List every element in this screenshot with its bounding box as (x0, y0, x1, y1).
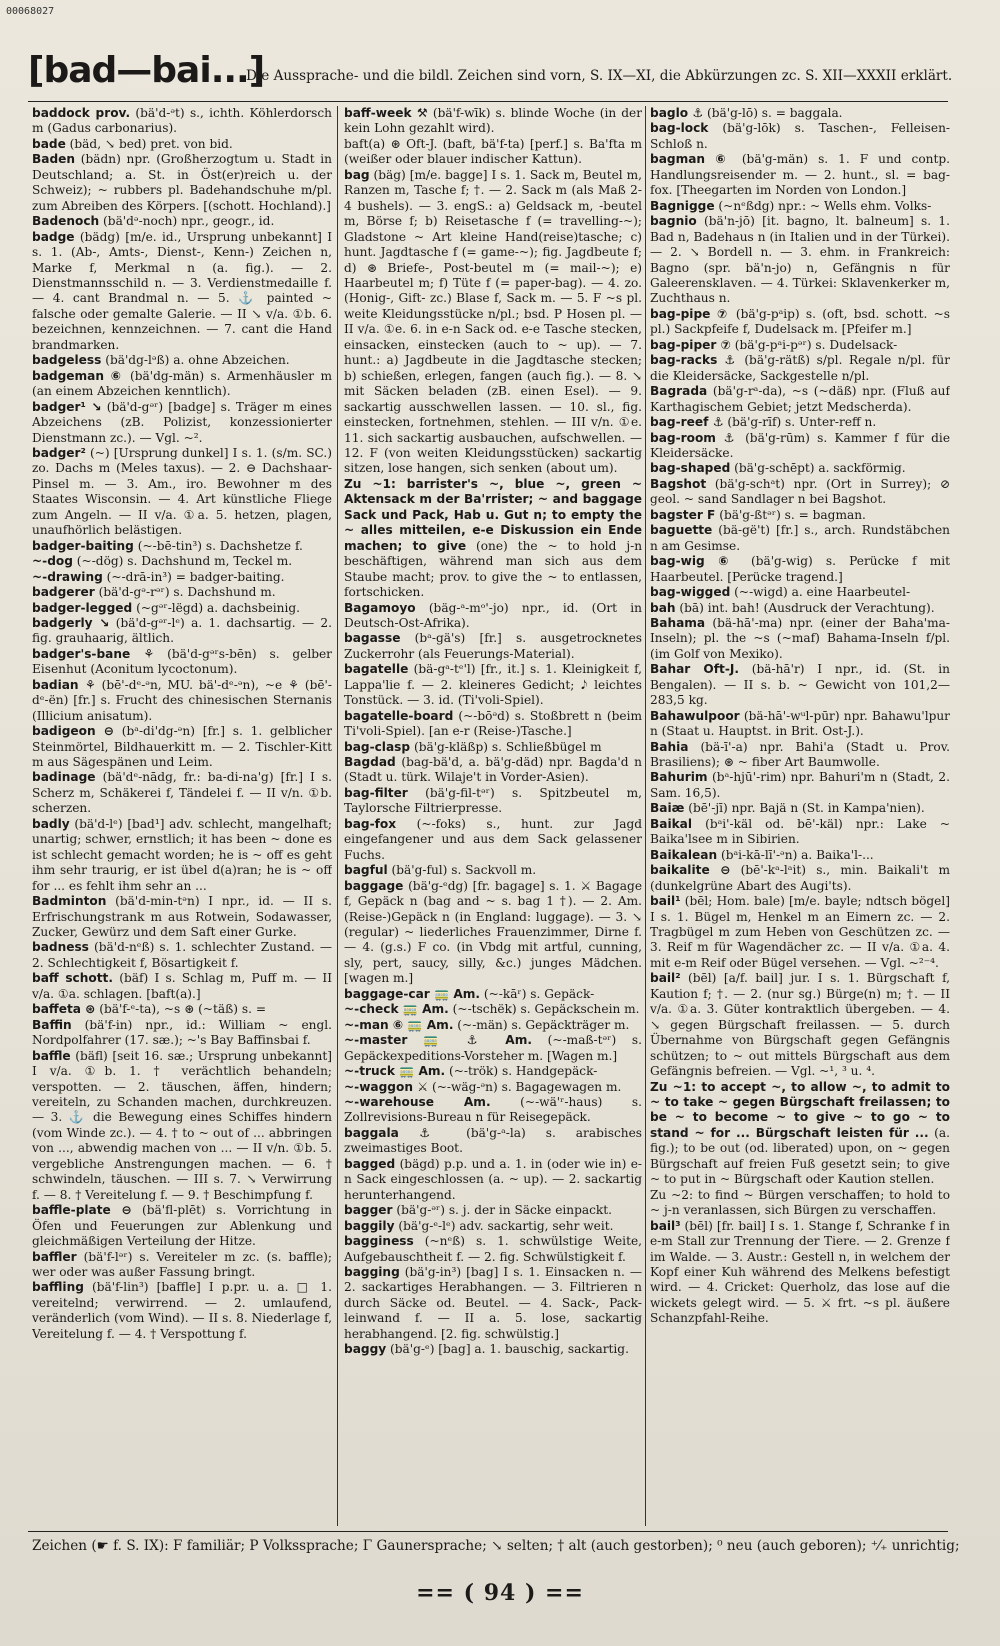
dictionary-entry: Bahia (bä-ī'-a) npr. Bahi'a (Stadt u. Prov. Brasiliens); ⊛ ~ fiber Art Baumwolle. (650, 739, 950, 770)
dictionary-entry: bagasse (bᵃ-gä's) [fr.] s. ausgetrocknetes Zuckerrohr (als Feuerungs-Material). (344, 631, 642, 661)
dictionary-entry: bag-shaped (bä'g-schēpt) a. sackförmig. (650, 461, 906, 476)
dictionary-entry: badian ⚘ (bē'-dᵉ-ᵊn, MU. bä'-dᵉ-ᵊn), ~e ⚘ (bē'-dᵉ-ën) [fr.] s. Frucht des chinesischen Sternanis (Illicium anisatum). (32, 677, 332, 723)
dictionary-entry: baffling (bä'f-lin³) [baffle] I p.pr. u. a. □ 1. vereitelnd; verwirrend. — 2. umlaufend, veränderlich (vom Wind). — II s. 8. Niederlage f, Vereitelung f. — 4. † Verspottung f. (32, 1280, 332, 1341)
dictionary-entry: Bagnigge (~nᵉßdg) npr.: ~ Wells ehm. Volks- (650, 198, 932, 213)
dictionary-entry: bagging (bä'g-in³) [bag] I s. 1. Einsacken n. — 2. sackartiges Herabhangen. — 3. Filtrieren n durch Säcke od. Beutel. — 4. Sack-, Pack-leinwand f. — II a. 5. lose, sackartig herabhangend. [2. fig. schwülstig.] (344, 1264, 642, 1341)
dictionary-entry: baggage (bä'g-ᵉdg) [fr. bagage] s. 1. ⚔ Bagage f, Gepäck n (bag and ~ s. bag 1 †). — 2. Am. (Reise-)Gepäck n (in England: luggage). — 3. ↘ (regular) ~ liederliches Frauenzimmer, Dirne f. — 4. (g.s.) F co. (in Vbdg mit artful, cunning, sly, pert, saucy, silly, &c.) junges Mädchen. [wagen m.] (344, 878, 642, 986)
column-1 (32, 106, 332, 1526)
dictionary-entry: baggala ⚓ (bä'g-ᵃ-la) s. arabisches zweimastiges Boot. (344, 1125, 642, 1156)
dictionary-entry: badly (bä'd-lᵉ) [bad¹] adv. schlecht, mangelhaft; unartig; schwer, ernstlich; it has been ~ done es ist schlecht gemacht worden; he is ~ off es geht ihm sehr traurig, er ist übel d(a)ran; he is ~ off for ... es fehlt ihm sehr an ... (32, 816, 332, 893)
dictionary-entry: baglo ⚓ (bä'g-lō) s. = baggala. (650, 106, 843, 120)
dictionary-entry: badger-baiting (~-bē-tin³) s. Dachshetze f. (32, 538, 303, 553)
dictionary-entry: Zu ~1: barrister's ~, blue ~, green ~ Aktensack m der Ba'rrister; ~ and baggage Sack und Pack, Hab u. Gut n; to empty the ~ alles mitteilen, e-e Diskussion ein Ende machen; to give (one) the ~ to hold j-n beschäftigen, während man sich aus dem Staube macht; prov. to give the ~ to entlassen, fortschicken. (344, 476, 642, 600)
dictionary-entry: badgeman ⑥ (bä'dg-män) s. Armenhäusler m (an einem Abzeichen kenntlich). (32, 368, 332, 399)
dictionary-entry: baffeta ⊛ (bä'f-ᵉ-ta), ~s ⊛ (~täß) s. = (32, 1002, 266, 1017)
dictionary-entry: badgerer (bä'd-gᵊ-rᵊʳ) s. Dachshund m. (32, 585, 276, 600)
page-header (28, 48, 953, 104)
dictionary-entry: Baiæ (bē'-jī) npr. Bajä n (St. in Kampa'nien). (650, 801, 925, 816)
dictionary-entry: bagman ⑥ (bä'g-män) s. 1. F und contp. Handlungsreisender m. — 2. hunt., sl. = bag-fox. [Theegarten im Norden von London.] (650, 152, 950, 198)
scan-code: 00068027 (6, 6, 55, 17)
footer-rule (28, 1531, 948, 1532)
dictionary-entry: Bahama (bä-hā'-ma) npr. (einer der Baha'ma-Inseln); pl. the ~s (~maf) Bahama-Inseln f/pl. (im Golf von Mexiko). (650, 615, 950, 661)
dictionary-entry: badgerly ↘ (bä'd-gᵊʳ-lᵉ) a. 1. dachsartig. — 2. fig. grauhaarig, ältlich. (32, 615, 332, 646)
dictionary-entry: ~-man ⑥ 🚃 Am. (~-män) s. Gepäckträger m. (344, 1017, 630, 1032)
column-3 (650, 106, 950, 1526)
dictionary-entry: badger² (~) [Ursprung dunkel] I s. 1. (s/m. SC.) zo. Dachs m (Meles taxus). — 2. ⊖ Dachshaar-Pinsel m. — 3. Am., iro. Bewohner m des Staates Wisconsin. — 4. Art künstliche Fliege zum Angeln. — II v/a. ①a. 5. hetzen, plagen, unaufhörlich belästigen. (32, 445, 332, 538)
dictionary-entry: baft(a) ⊛ Oft-J. (baft, bä'f-ta) [perf.] s. Ba'fta m (weißer oder blauer indischer Kattun). (344, 136, 642, 167)
dictionary-entry: bagginess (~nᵉß) s. 1. schwülstige Weite, Aufgebauschtheit f. — 2. fig. Schwülstigkeit f. (344, 1234, 642, 1264)
dictionary-entry: bade (bäd, ↘ bed) pret. von bid. (32, 136, 233, 151)
dictionary-entry: bag-room ⚓ (bä'g-rūm) s. Kammer f für die Kleidersäcke. (650, 430, 950, 460)
dictionary-entry: bagatelle (bä-gᵃ-tᵉ'l) [fr., it.] s. 1. Kleinigkeit f, Lappa'lie f. — 2. kleineres Gedicht; 𝅘𝅥𝅮 leichtes Tonstück. — 3. id. (Ti'voli-Spiel). (344, 662, 642, 708)
dictionary-entry: bag-reef ⚓ (bä'g-rīf) s. Unter-reff n. (650, 415, 877, 430)
dictionary-entry: Bagrada (bä'g-rᵃ-da), ~s (~däß) npr. (Fluß auf Karthagischem Gebiet; jetzt Medscherda). (650, 384, 950, 414)
dictionary-entry: bail² (bēl) [a/f. bail] jur. I s. 1. Bürgschaft f, Kaution f; †. — 2. (nur sg.) Bürge(n) m; †. — II v/a. ①a. 3. Güter kontraktlich übergeben. — 4. ↘ gegen Bürgschaft freilassen. — 5. durch Übernahme von Bürgschaft gegen Gefängnis schützen; to ~ out mittels Bürgschaft aus dem Gefängnis befreien. — Vgl. ~¹, ³ u. ⁴. (650, 971, 950, 1079)
running-headword: [bad—bai...] (28, 50, 265, 91)
dictionary-entry: ~-master 🚃 ⚓ Am. (~-maß-tᵊʳ) s. Gepäckexpeditions-Vorsteher m. [Wagen m.] (344, 1033, 642, 1063)
dictionary-entry: bail³ (bēl) [fr. bail] I s. 1. Stange f, Schranke f in e-m Stall zur Trennung der Tiere. — 2. Grenze f im Walde. — 3. Austr.: Gestell n, in welchem der Kopf einer Kuh während des Melkens befestigt wird. — 4. Cricket: Querholz, das lose auf die wickets gelegt wird. — 5. ⚔ frt. ~s pl. äußere Schanzpfahl-Reihe. (650, 1218, 950, 1326)
dictionary-entry: badgeless (bä'dg-lᵊß) a. ohne Abzeichen. (32, 353, 290, 368)
column-divider (645, 106, 646, 1526)
dictionary-entry: baff-week ⚒ (bä'f-wīk) s. blinde Woche (in der kein Lohn gezahlt wird). (344, 106, 642, 136)
dictionary-entry: baggy (bä'g-ᵉ) [bag] a. 1. bauschig, sackartig. (344, 1342, 629, 1357)
dictionary-entry: badger¹ ↘ (bä'd-gᵊʳ) [badge] s. Träger m eines Abzeichens (zB. Polizist, konzessionierter Dienstmann zc.). — Vgl. ~². (32, 399, 332, 445)
dictionary-entry: baffler (bä'f-lᵊʳ) s. Vereiteler m zc. (s. baffle); wer oder was außer Fassung bringt. (32, 1249, 332, 1279)
dictionary-entry: Baikalean (bᵃi-kā-lī'-ᵊn) a. Baika'l-... (650, 847, 874, 862)
dictionary-entry: bagger (bä'g-ᵊʳ) s. j. der in Säcke einpackt. (344, 1203, 612, 1218)
dictionary-entry: baffle (bäfl) [seit 16. sæ.; Ursprung unbekannt] I v/a. ①b. 1. † verächtlich behandeln; verspotten. — 2. täuschen, äffen, hindern; vereiteln, zu Schanden machen, durchkreuzen. — 3. ⚓ die Bewegung eines Schiffes hindern (vom Winde zc.). — 4. † to ~ out of ... abbringen von ..., abwendig machen von ... — II v/n. ①b. 5. vergebliche Anstrengungen machen. — 6. † schwindeln, täuschen. — III s. 7. ↘ Verwirrung f. — 8. † Vereitelung f. — 9. † Beschimpfung f. (32, 1048, 332, 1202)
dictionary-entry: badger's-bane ⚘ (bä'd-gᵊʳs-bēn) s. gelber Eisenhut (Aconitum lycoctonum). (32, 646, 332, 677)
dictionary-entry: badge (bädg) [m/e. id., Ursprung unbekannt] I s. 1. (Ab-, Amts-, Dienst-, Kenn-) Zeichen n, Marke f, Merkmal n (a. fig.). — 2. Dienstmannsschild n. — 3. Verdienstmedaille f. — 4. cant Brandmal n. — 5. ⚓ painted ~ falsche oder gemalte Galerie. — II ↘ v/a. ①b. 6. bezeichnen, kennzeichnen. — 7. cant die Hand brandmarken. (32, 229, 332, 352)
dictionary-entry: ~-truck 🚃 Am. (~-trök) s. Handgepäck- (344, 1064, 598, 1079)
header-rule (28, 101, 948, 102)
dictionary-entry: bagful (bä'g-ful) s. Sackvoll m. (344, 863, 537, 878)
dictionary-entry: badinage (bä'dᵉ-nādg, fr.: ba-di-na'g) [fr.] I s. Scherz m, Schäkerei f, Tändelei f. — II v/n. ①b. scherzen. (32, 770, 332, 816)
dictionary-entry: Badenoch (bä'dᵊ-noch) npr., geogr., id. (32, 214, 275, 229)
footer-legend: Zeichen (☛ f. S. IX): F familiär; P Volkssprache; Γ Gaunersprache; ↘ selten; † alt (auch gestorben); ⁰ neu (auch geboren); ⁺⁄₊ unrichtig; (32, 1538, 960, 1554)
dictionary-entry: bag-fox (~-foks) s., hunt. zur Jagd eingefangener und aus dem Sack gelassener Fuchs. (344, 816, 642, 862)
column-divider (337, 106, 338, 1526)
dictionary-entry: badness (bä'd-nᵉß) s. 1. schlechter Zustand. — 2. Schlechtigkeit f, Bösartigkeit f. (32, 940, 332, 970)
dictionary-entry: baff schott. (bäf) I s. Schlag m, Puff m. — II v/a. ①a. schlagen. [baft(a).] (32, 971, 332, 1001)
dictionary-entry: bag-clasp (bä'g-kläßp) s. Schließbügel m (344, 739, 602, 754)
header-note: Die Aussprache- und die bildl. Zeichen sind vorn, S. IX—XI, die Abkürzungen zc. S. XII—XXXII erklärt. (246, 68, 953, 84)
page-number: == ( 94 ) == (416, 1580, 584, 1606)
dictionary-entry: badger-legged (~gᵊʳ-lëgd) a. dachsbeinig. (32, 600, 300, 615)
dictionary-entry: bag-racks ⚓ (bä'g-rätß) s/pl. Regale n/pl. für die Kleidersäcke, Sackgestelle n/pl. (650, 353, 950, 383)
dictionary-entry: bagged (bägd) p.p. und a. 1. in (oder wie in) e-n Sack eingeschlossen (a. ~ up). — 2. sackartig herunterhangend. (344, 1156, 642, 1202)
dictionary-entry: ~-warehouse Am. (~-wä'ʳ-haus) s. Zollrevisions-Bureau n für Reisegepäck. (344, 1095, 642, 1125)
dictionary-entry: baikalite ⊖ (bē'-kᵃ-lᵃit) s., min. Baikali't m (dunkelgrüne Abart des Augi'ts). (650, 863, 950, 893)
dictionary-entry: Baden (bädn) npr. (Großherzogtum u. Stadt in Deutschland; a. St. in Öst(er)reich u. der Schweiz); ~ rubbers pl. Badehandschuhe m/pl. zum Abreiben des Körpers. [(schott. Hochland).] (32, 152, 332, 213)
column-2 (344, 106, 642, 1526)
dictionary-entry: bag-wig ⑥ (bä'g-wig) s. Perücke f mit Haarbeutel. [Perücke tragend.] (650, 554, 950, 584)
dictionary-entry: bag-wigged (~-wigd) a. eine Haarbeutel- (650, 585, 911, 600)
dictionary-entry: bail¹ (bēl; Hom. bale) [m/e. bayle; ndtsch bögel] I s. 1. Bügel m, Henkel m an Eimern zc. — 2. Tragbügel m zum Heben von Geschützen zc. — 3. Reif m für Wagendächer zc. — II v/a. ①a. 4. mit e-m Reif oder Bügel versehen. — Vgl. ~²⁻⁴. (650, 894, 950, 970)
dictionary-entry: Bagdad (bag-bä'd, a. bä'g-däd) npr. Bagda'd n (Stadt u. türk. Wilaje't in Vorder-Asien). (344, 755, 642, 785)
dictionary-entry: bagster F (bä'g-ßtᵊʳ) s. = bagman. (650, 507, 866, 522)
dictionary-entry: baguette (bä-gë't) [fr.] s., arch. Rundstäbchen n am Gesimse. (650, 523, 950, 553)
dictionary-entry: Bagamoyo (bäg-ᵃ-mᵒ'-jo) npr., id. (Ort in Deutsch-Ost-Afrika). (344, 600, 642, 630)
dictionary-entry: Baikal (bᵃi'-käl od. bē'-käl) npr.: Lake ~ Baika'lsee m in Sibirien. (650, 816, 950, 847)
dictionary-entry: bagnio (bä'n-jō) [it. bagno, lt. balneum] s. 1. Bad n, Badehaus n (in Italien und in der Türkei). — 2. ↘ Bordell n. — 3. ehm. in Frankreich: Bagno (spr. bä'n-jo) n, Gefängnis n für Galeerensklaven. — 4. Türkei: Sklavenkerker m, Zuchthaus n. (650, 214, 950, 306)
dictionary-entry: baggage-car 🚃 Am. (~-kāʳ) s. Gepäck- (344, 986, 595, 1001)
dictionary-entry: badigeon ⊖ (bᵃ-di'dg-ᵊn) [fr.] s. 1. gelblicher Steinmörtel, Bildhauerkitt m. — 2. Tischler-Kitt m aus Sägespänen und Leim. (32, 724, 332, 770)
dictionary-entry: baddock prov. (bä'd-ᵊt) s., ichth. Köhlerdorsch m (Gadus carbonarius). (32, 106, 332, 136)
dictionary-entry: bag-piper ⑦ (bä'g-pᵃi-pᵊʳ) s. Dudelsack- (650, 337, 898, 352)
dictionary-entry: Bahar Oft-J. (bä-hā'r) I npr., id. (St. in Bengalen). — II s. b. ~ Gewicht von 101,2—283,5 kg. (650, 662, 950, 708)
dictionary-entry: ~-check 🚃 Am. (~-tschëk) s. Gepäckschein m. (344, 1002, 640, 1017)
dictionary-entry: Bahawulpoor (bä-hā'-wᵘl-pūr) npr. Bahawu'lpur n (Staat u. Hauptst. in Brit. Ost-J.). (650, 708, 950, 739)
dictionary-entry: Zu ~2: to find ~ Bürgen verschaffen; to hold to ~ j-n veranlassen, sich Bürgen zu verschaffen. (650, 1187, 950, 1218)
dictionary-entry: bag (bäg) [m/e. bagge] I s. 1. Sack m, Beutel m, Ranzen m, Tasche f; †. — 2. Sack m (als Maß 2-4 bushels). — 3. engS.: a) Geldsack m, -beutel m, Börse f; b) Reisetasche f (= travelling-~); Gladstone ~ Art kleine Hand(reise)tasche; c) hunt. Jagdtasche f (= game-~); fig. Jagdbeute f; d) ⊛ Briefe-, Post-beutel m (= mail-~); e) Haarbeutel m; f) Tüte f (= paper-bag). — 4. zo. (Honig-, Gift- zc.) Blase f, Sack m. — 5. F ~s pl. weite Kleidungsstücke n/pl.; bsd. P Hosen pl. — II v/a. ①e. 6. in e-n Sack od. e-e Tasche stecken, einsacken, einstecken (auch to ~ up). — 7. hunt.: a) Jagdbeute in die Jagdtasche stecken; b) schießen, erlegen, fangen (auch fig.). — 8. ↘ mit Säcken beladen (zB. einen Esel). — 9. sackartig ausschwellen lassen. — 10. sl., fig. einstecken, fortnehmen, stehlen. — III v/n. ①e. 11. sich sackartig ausbauchen, aufschwellen. — 12. F (von weiten Kleidungsstücken) sackartig sitzen, lose hangen, sich senken (about um). (344, 167, 642, 476)
dictionary-entry: ~-dog (~-dög) s. Dachshund m, Teckel m. (32, 554, 293, 569)
dictionary-entry: bah (bā) int. bah! (Ausdruck der Verachtung). (650, 600, 935, 615)
dictionary-entry: Bagshot (bä'g-schᵃt) npr. (Ort in Surrey); ⊘ geol. ~ sand Sandlager n bei Bagshot. (650, 476, 950, 507)
dictionary-entry: bag-lock (bä'g-lōk) s. Taschen-, Felleisen-Schloß n. (650, 121, 950, 151)
dictionary-entry: baggily (bä'g-ᵉ-lᵉ) adv. sackartig, sehr weit. (344, 1218, 614, 1233)
dictionary-entry: baffle-plate ⊖ (bä'fl-plēt) s. Vorrichtung in Öfen und Feuerungen zur Ablenkung und gleichmäßigen Verteilung der Hitze. (32, 1203, 332, 1249)
dictionary-entry: ~-waggon ⚔ (~-wäg-ᵊn) s. Bagagewagen m. (344, 1079, 622, 1094)
dictionary-entry: ~-drawing (~-drā-in³) = badger-baiting. (32, 569, 285, 584)
dictionary-entry: bag-pipe ⑦ (bä'g-pᵃip) s. (oft, bsd. schott. ~s pl.) Sackpfeife f, Dudelsack m. [Pfeifer m.] (650, 306, 950, 337)
dictionary-entry: Badminton (bä'd-min-tᵊn) I npr., id. — II s. Erfrischungstrank m aus Rotwein, Sodawasser, Zucker, Gewürz und dem Saft einer Gurke. (32, 894, 332, 940)
dictionary-entry: Bahurim (bᵃ-hjū'-rim) npr. Bahuri'm n (Stadt, 2. Sam. 16,5). (650, 770, 950, 800)
dictionary-entry: Zu ~1: to accept ~, to allow ~, to admit to ~ to take ~ gegen Bürgschaft freilassen; to be ~ to become ~ to give ~ to go ~ to stand ~ for ... Bürgschaft leisten für ... (a. fig.); to be out (od. liberated) upon, on ~ gegen Bürgschaft auf freien Fuß gesetzt sein; to give ~ to put in ~ Bürgschaft oder Kaution stellen. (650, 1079, 950, 1187)
dictionary-entry: Baffin (bä'f-in) npr., id.: William ~ engl. Nordpolfahrer (17. sæ.); ~'s Bay Baffinsbai f. (32, 1017, 332, 1048)
dictionary-entry: bag-filter (bä'g-fil-tᵊʳ) s. Spitzbeutel m, Taylorsche Filtrierpresse. (344, 785, 642, 816)
dictionary-entry: bagatelle-board (~-bōᵊd) s. Stoßbrett n (beim Ti'voli-Spiel). [an e-r (Reise-)Tasche.] (344, 708, 642, 739)
